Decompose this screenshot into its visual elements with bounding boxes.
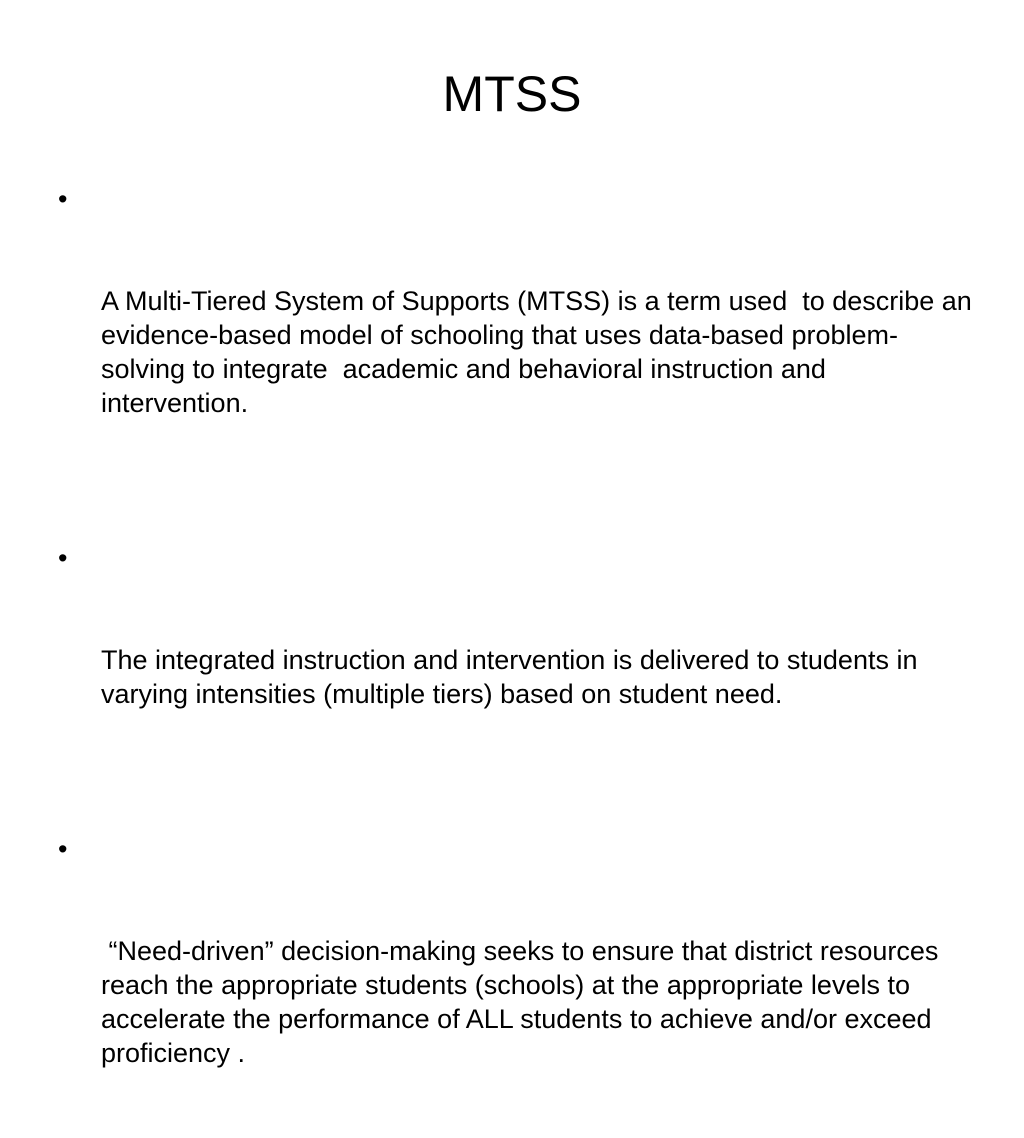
list-item xyxy=(58,182,978,488)
bullet-icon: • xyxy=(58,543,68,573)
list-item xyxy=(58,541,978,779)
list-item xyxy=(58,832,978,1138)
bullet-icon: • xyxy=(58,834,68,864)
bullet-text: “Need-driven” decision-making seeks to ensure that district resources reach the appropriate students (schools) at the appropriate levels to accelerate the performance of ALL students to achieve and/or exceed proficiency . xyxy=(101,936,946,1068)
bullet-list xyxy=(58,182,978,1138)
bullet-text: The integrated instruction and intervention is delivered to students in varying intensities (multiple tiers) based on student need. xyxy=(101,645,926,709)
bullet-icon: • xyxy=(58,184,68,214)
bullet-text: A Multi-Tiered System of Supports (MTSS) is a term used to describe an evidence-based model of schooling that uses data-based problem-solving to integrate academic and behavioral instruction and intervention. xyxy=(101,286,980,418)
slide-title: MTSS xyxy=(442,66,582,122)
